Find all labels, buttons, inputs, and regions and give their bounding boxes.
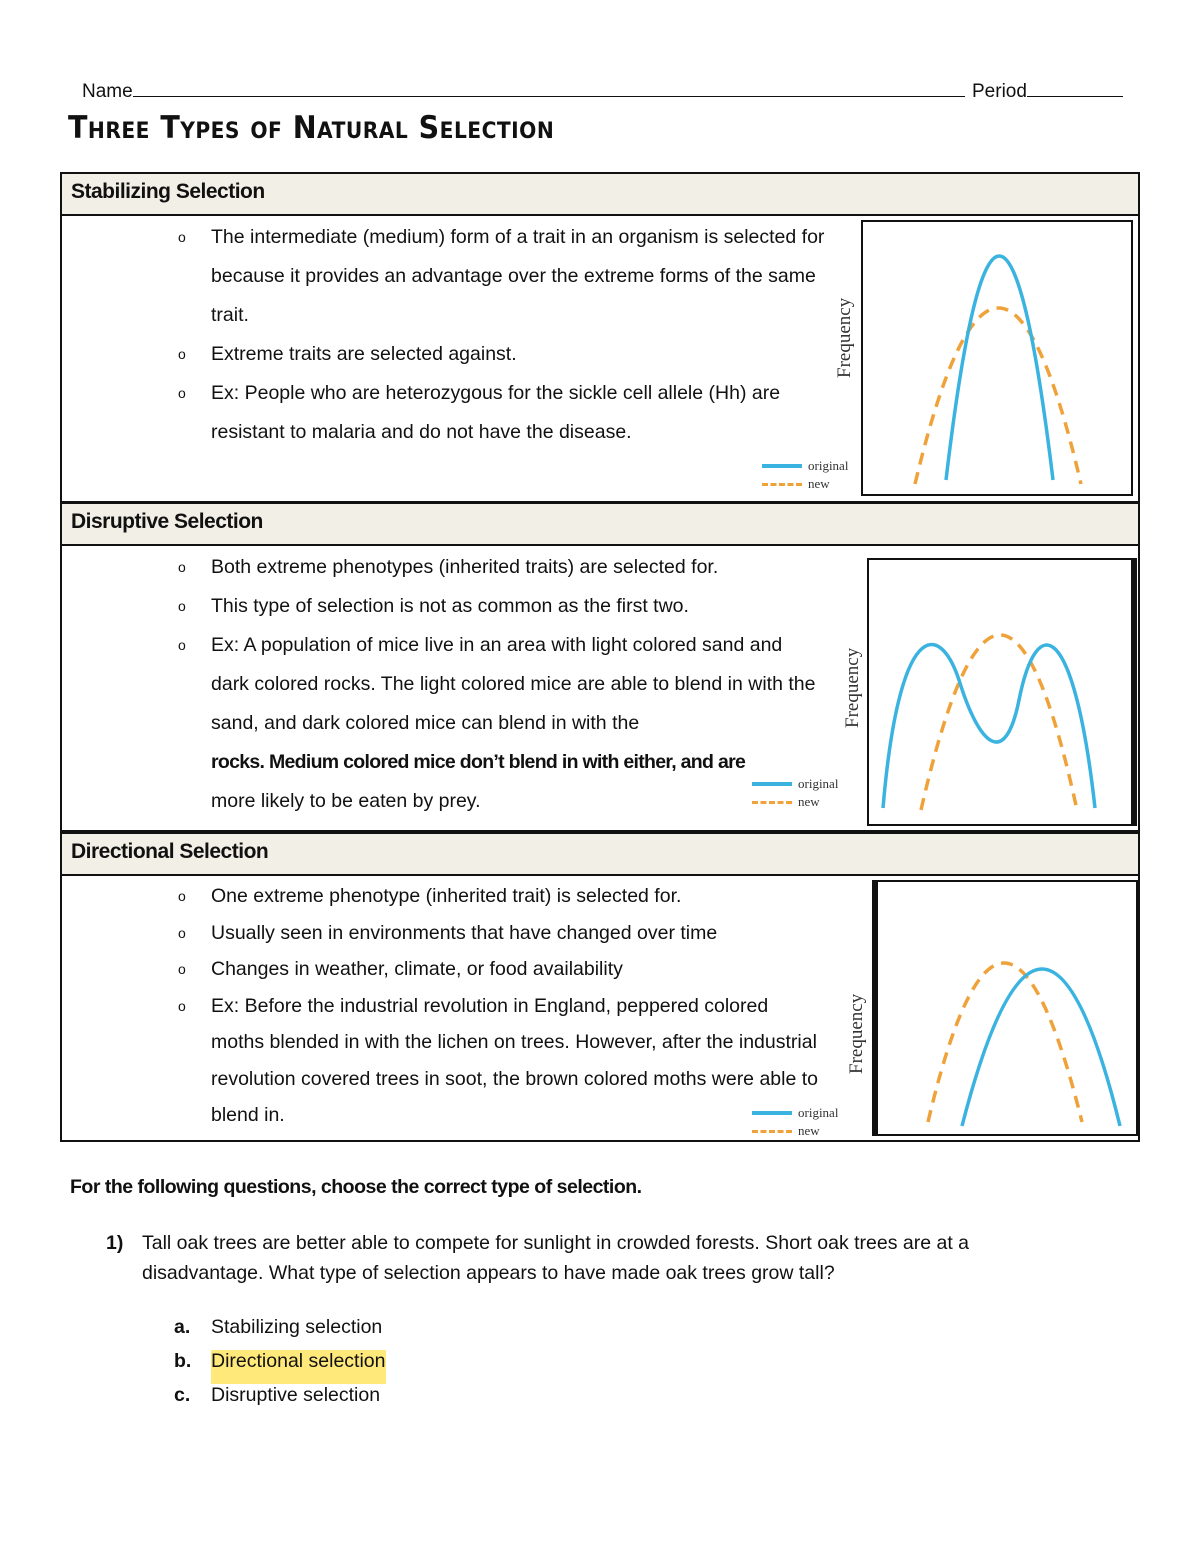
name-blank[interactable]	[133, 78, 965, 97]
directional-heading: Directional Selection	[60, 832, 1140, 876]
period-blank[interactable]	[1027, 78, 1123, 97]
new-curve	[915, 308, 1081, 484]
question-number: 1)	[106, 1232, 124, 1254]
list-item: o Both extreme phenotypes (inherited traits) are selected for.	[178, 548, 818, 587]
svg-text:Frequency: Frequency	[834, 297, 855, 378]
disruptive-bullets	[178, 548, 818, 821]
list-item: o Ex: People who are heterozygous for the sickle cell allele (Hh) are resistant to malaria and do not have the disease.	[178, 374, 811, 452]
period-label: Period	[972, 81, 1027, 102]
stabilizing-heading: Stabilizing Selection	[60, 172, 1140, 216]
bullet-icon: o	[178, 888, 186, 904]
directional-legend: original new	[752, 1104, 838, 1140]
list-item: o Usually seen in environments that have changed over time	[178, 915, 818, 952]
disruptive-heading: Disruptive Selection	[60, 502, 1140, 546]
directional-chart	[872, 880, 1138, 1136]
legend-new-swatch	[752, 1130, 792, 1133]
list-item: o Ex: Before the industrial revolution in England, peppered colored moths blended in with the lichen on trees. However, after the industrial revolution covered trees in soot, the brown colored moths were able to blend in.	[178, 988, 821, 1134]
name-field[interactable]	[82, 78, 965, 103]
list-item: o Extreme traits are selected against.	[178, 335, 840, 374]
legend-original-swatch	[752, 1111, 792, 1115]
bullet-icon: o	[178, 229, 186, 245]
bullet-icon: o	[178, 559, 186, 575]
new-curve	[921, 635, 1077, 810]
original-curve	[962, 969, 1120, 1126]
list-item: o The intermediate (medium) form of a trait in an organism is selected for because it provides an advantage over the extreme forms of the same trait.	[178, 218, 840, 335]
svg-text:Frequency: Frequency	[846, 993, 867, 1074]
bullet-icon: o	[178, 924, 186, 941]
period-field[interactable]	[972, 78, 1123, 103]
disruptive-legend: original new	[752, 775, 838, 811]
stabilizing-legend: original new	[762, 457, 848, 493]
question-text: Tall oak trees are better able to compete for sunlight in crowded forests. Short oak trees are at a disadvantage. What type of selection appears to have made oak trees grow tall?	[142, 1232, 970, 1284]
question-1-options	[174, 1316, 386, 1418]
option-b[interactable]: b. Directional selection	[174, 1350, 386, 1384]
disruptive-ylabel	[836, 560, 870, 740]
list-item: o Ex: A population of mice live in an area with light colored sand and dark colored rocks. The light colored mice are able to blend in with the sand, and dark colored mice can blend in with the	[178, 626, 818, 743]
original-curve	[946, 256, 1053, 480]
list-item: more likely to be eaten by prey.	[211, 790, 481, 812]
svg-text:Frequency: Frequency	[842, 647, 863, 728]
legend-original-swatch	[762, 464, 802, 468]
bullet-icon: o	[178, 598, 186, 614]
bullet-icon: o	[178, 346, 186, 362]
highlighted-answer: Directional selection	[211, 1350, 386, 1384]
list-item: o This type of selection is not as common as the first two.	[178, 587, 818, 626]
option-a[interactable]: a. Stabilizing selection	[174, 1316, 383, 1338]
question-1	[106, 1228, 1066, 1288]
legend-new-swatch	[762, 483, 802, 486]
legend-original-swatch	[752, 782, 792, 786]
bullet-icon: o	[178, 637, 186, 653]
stabilizing-bullets	[178, 218, 840, 452]
page-title: Three Types of Natural Selection	[68, 110, 555, 146]
original-curve	[883, 644, 1095, 808]
directional-bullets	[178, 878, 818, 1134]
list-item: o One extreme phenotype (inherited trait) is selected for.	[178, 878, 818, 915]
new-curve	[928, 963, 1082, 1122]
option-c[interactable]: c. Disruptive selection	[174, 1384, 381, 1406]
questions-intro: For the following questions, choose the correct type of selection.	[70, 1176, 642, 1198]
bullet-icon: o	[178, 997, 186, 1014]
stabilizing-ylabel	[828, 220, 862, 390]
legend-new-swatch	[752, 801, 792, 804]
list-item-bold: rocks. Medium colored mice don’t blend in with either, and are	[211, 751, 746, 773]
list-item: o Changes in weather, climate, or food availability	[178, 951, 818, 988]
bullet-icon: o	[178, 385, 186, 401]
disruptive-chart	[867, 558, 1137, 826]
bullet-icon: o	[178, 961, 186, 977]
stabilizing-chart	[861, 220, 1133, 496]
directional-ylabel	[840, 900, 874, 1080]
name-label: Name	[82, 81, 133, 102]
